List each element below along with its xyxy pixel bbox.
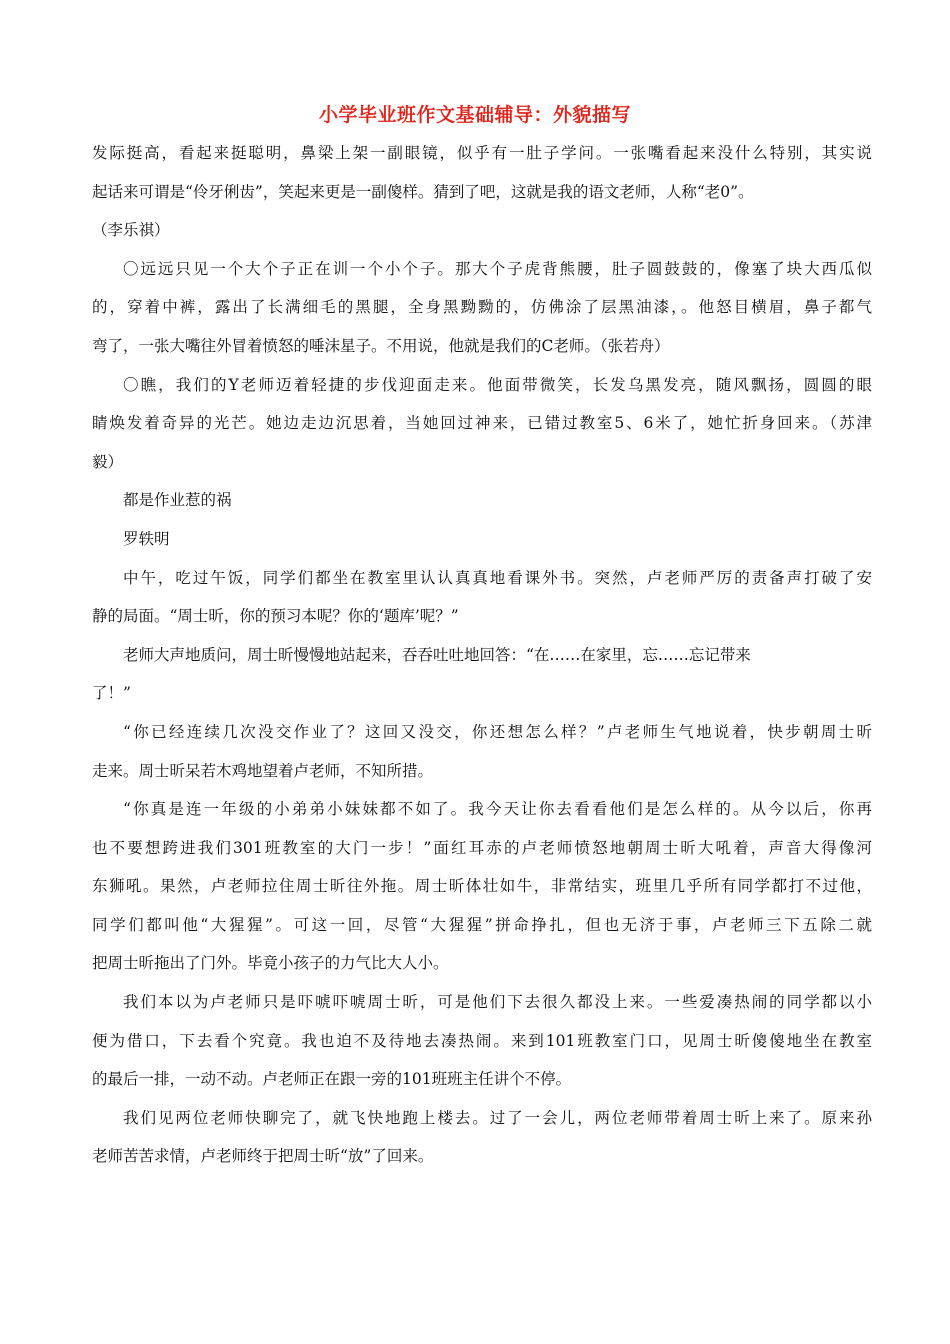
text-line: 我们本以为卢老师只是吓唬吓唬周士昕，可是他们下去很久都没上来。一些爱凑热闹的同学都以小 [123, 993, 872, 1012]
text-line: 了！” [92, 684, 131, 703]
text-line: 〇瞧，我们的Y老师迈着轻捷的步伐迎面走来。他面带微笑，长发乌黑发亮，随风飘扬，圆圆的眼 [123, 375, 872, 394]
text-line: 把周士昕拖出了门外。毕竟小孩子的力气比大人小。 [92, 954, 449, 973]
text-line: 走来。周士昕呆若木鸡地望着卢老师，不知所措。 [92, 761, 434, 780]
text-line: 老师苦苦求情，卢老师终于把周士昕“放”了回来。 [92, 1147, 434, 1166]
document-body [92, 134, 872, 1176]
text-line: “你真是连一年级的小弟弟小妹妹都不如了。我今天让你去看看他们是怎么样的。从今以后，你再 [123, 800, 872, 819]
essay-title: 都是作业惹的祸 [123, 491, 232, 510]
author-credit: （李乐祺） [92, 221, 170, 240]
text-line: “你已经连续几次没交作业了？这回又没交，你还想怎么样？”卢老师生气地说着，快步朝周士昕 [123, 722, 872, 741]
text-line: 起话来可谓是“伶牙俐齿”，笑起来更是一副傻样。猜到了吧，这就是我的语文老师，人称“老0”。 [92, 182, 754, 201]
text-line: 也不要想跨进我们301班教室的大门一步！”面红耳赤的卢老师愤怒地朝周士昕大吼着，声音大得像河 [92, 838, 872, 857]
document-title: 小学毕业班作文基础辅导：外貌描写 [318, 104, 631, 126]
essay-author: 罗轶明 [123, 529, 170, 548]
text-line: 我们见两位老师快聊完了，就飞快地跑上楼去。过了一会儿，两位老师带着周士昕上来了。原来孙 [123, 1108, 872, 1127]
text-line: 同学们都叫他“大猩猩”。可这一回，尽管“大猩猩”拼命挣扎，但也无济于事，卢老师三下五除二就 [92, 915, 872, 934]
text-line: 便为借口，下去看个究竟。我也迫不及待地去凑热闹。来到101班教室门口，见周士昕傻傻地坐在教室 [92, 1031, 872, 1050]
text-line: 老师大声地质问，周士昕慢慢地站起来，吞吞吐吐地回答：“在……在家里，忘……忘记带来 [123, 645, 751, 664]
text-line: 睛焕发着奇异的光芒。她边走边沉思着，当她回过神来，已错过教室5、6米了，她忙折身回来。（苏津 [92, 414, 872, 433]
text-line: 毅） [92, 452, 124, 471]
text-line: 〇远远只见一个大个子正在训一个小个子。那大个子虎背熊腰，肚子圆鼓鼓的，像塞了块大西瓜似 [123, 259, 872, 278]
text-line: 发际挺高，看起来挺聪明，鼻梁上架一副眼镜，似乎有一肚子学问。一张嘴看起来没什么特别，其实说 [92, 144, 872, 162]
text-line: 静的局面。“周士昕，你的预习本呢？你的‘题库’呢？” [92, 607, 459, 626]
text-line: 中午，吃过午饭，同学们都坐在教室里认认真真地看课外书。突然，卢老师严厉的责备声打破了安 [123, 568, 872, 587]
text-line: 的最后一排，一动不动。卢老师正在跟一旁的101班班主任讲个不停。 [92, 1070, 572, 1089]
text-line: 东狮吼。果然，卢老师拉住周士昕往外拖。周士昕体壮如牛，非常结实，班里几乎所有同学都打不过他， [92, 877, 872, 896]
text-line: 的，穿着中裤，露出了长满细毛的黑腿，全身黑黝黝的，仿佛涂了层黑油漆，。他怒目横眉，鼻子都气 [92, 298, 872, 317]
text-line: 弯了，一张大嘴往外冒着愤怒的唾沫星子。不用说，他就是我们的C老师。（张若舟） [92, 336, 670, 355]
